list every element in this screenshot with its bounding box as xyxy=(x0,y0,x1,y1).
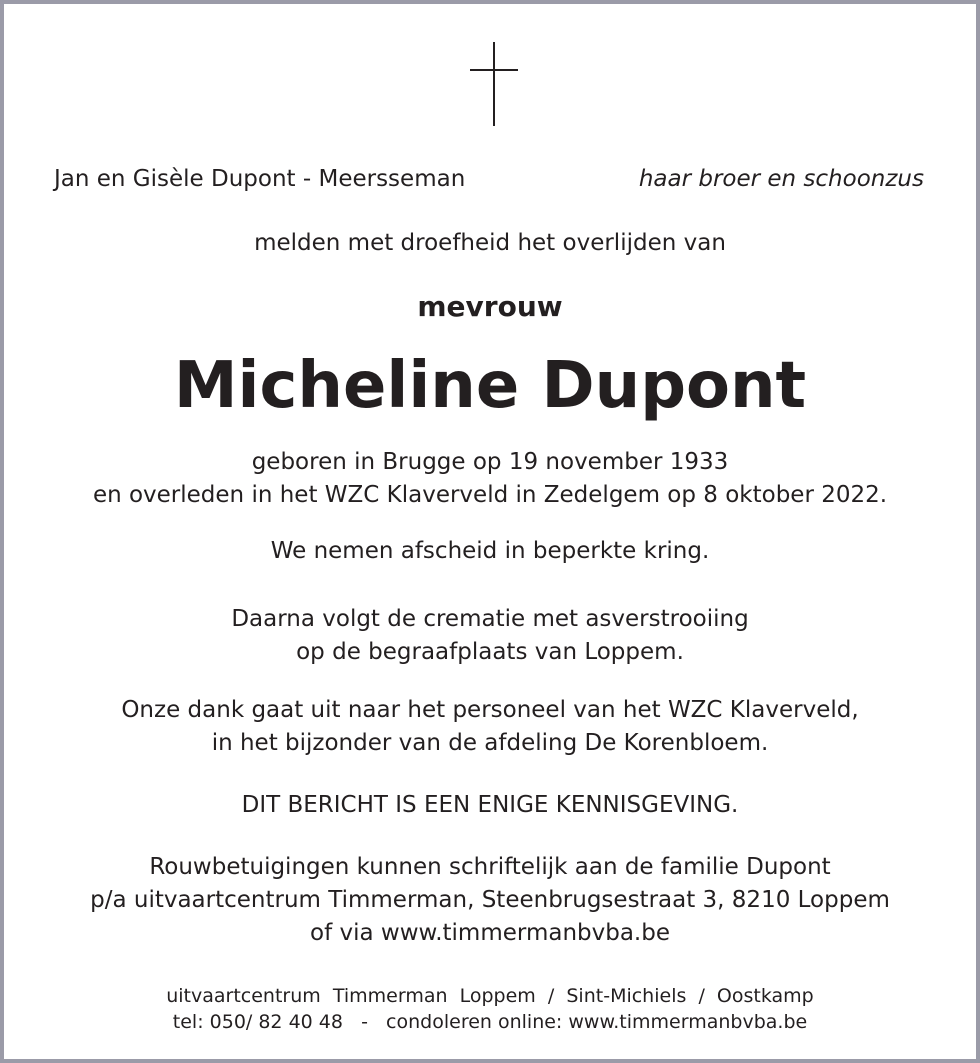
death-line: en overleden in het WZC Klaverveld in Zedelgem op 8 oktober 2022. xyxy=(92,482,888,508)
cross-icon xyxy=(470,42,518,126)
thanks-line-2: in het bijzonder van de afdeling De Korenbloem. xyxy=(211,730,769,756)
footer-funeral-home: uitvaartcentrum Timmerman Loppem / Sint-Michiels / Oostkamp xyxy=(166,985,814,1007)
footer-contact: tel: 050/ 82 40 48 - condoleren online: www.timmermanbvba.be xyxy=(172,1011,808,1033)
family-names: Jan en Gisèle Dupont - Meersseman xyxy=(54,166,466,192)
farewell-text: We nemen afscheid in beperkte kring. xyxy=(270,538,710,564)
thanks-line-1: Onze dank gaat uit naar het personeel van het WZC Klaverveld, xyxy=(121,697,859,723)
family-relation: haar broer en schoonzus xyxy=(638,166,924,192)
notice-text: DIT BERICHT IS EEN ENIGE KENNISGEVING. xyxy=(241,792,739,818)
honorific-title: mevrouw xyxy=(417,290,563,323)
cremation-line-1: Daarna volgt de crematie met asverstrooiing xyxy=(231,606,749,632)
condolences-line-3: of via www.timmermanbvba.be xyxy=(310,920,670,946)
condolences-line-2: p/a uitvaartcentrum Timmerman, Steenbrugsestraat 3, 8210 Loppem xyxy=(90,887,890,913)
deceased-name: Micheline Dupont xyxy=(173,349,807,423)
announcement-text: melden met droefheid het overlijden van xyxy=(254,230,726,256)
birth-line: geboren in Brugge op 19 november 1933 xyxy=(251,449,729,475)
condolences-line-1: Rouwbetuigingen kunnen schriftelijk aan de familie Dupont xyxy=(149,854,831,880)
cremation-line-2: op de begraafplaats van Loppem. xyxy=(296,639,684,665)
